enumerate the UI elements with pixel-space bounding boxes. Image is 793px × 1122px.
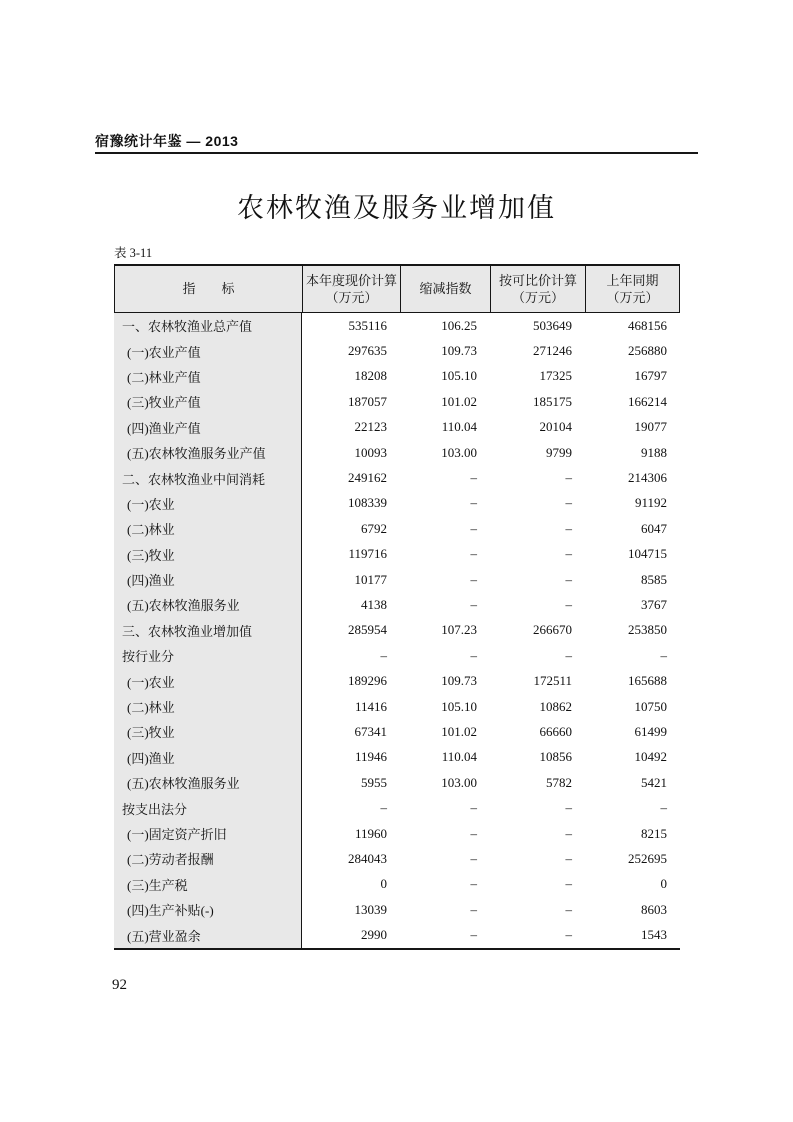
cell-current-price: 535116 — [348, 317, 387, 333]
row-label: 按支出法分 — [114, 795, 302, 820]
cell-previous-year: 6047 — [641, 520, 667, 536]
cell-previous-year: 468156 — [628, 317, 667, 333]
cell-comparable-price: – — [565, 825, 572, 841]
table-row — [114, 313, 680, 338]
column-header-line1: 上年同期 — [606, 272, 659, 288]
row-label: (四)生产补贴(-) — [114, 897, 302, 922]
cell-comparable-price: – — [565, 647, 572, 663]
table-row — [114, 338, 680, 363]
cell-comparable-price: – — [565, 850, 572, 866]
cell-previous-year: 166214 — [628, 393, 667, 409]
cell-current-price: 13039 — [354, 901, 387, 917]
table-row — [114, 668, 680, 693]
cell-comparable-price: 503649 — [533, 317, 572, 333]
cell-current-price: 11960 — [354, 825, 387, 841]
cell-current-price: 67341 — [354, 723, 387, 739]
cell-previous-year: 252695 — [628, 850, 667, 866]
cell-current-price: 297635 — [348, 343, 387, 359]
cell-previous-year: 10492 — [634, 749, 667, 765]
cell-comparable-price: 5782 — [546, 774, 572, 790]
cell-current-price: 18208 — [354, 368, 387, 384]
row-label: (四)渔业产值 — [114, 415, 302, 440]
row-label: (五)农林牧渔服务业 — [114, 770, 302, 795]
cell-current-price: 119716 — [348, 546, 387, 562]
booklet-title: 宿豫统计年鉴 — 2013 — [95, 133, 239, 149]
cell-comparable-price: 10856 — [539, 749, 572, 765]
cell-current-price: 10177 — [354, 571, 387, 587]
table-row — [114, 694, 680, 719]
cell-previous-year: 1543 — [641, 927, 667, 943]
column-header-indicator — [115, 266, 302, 312]
table-row — [114, 592, 680, 617]
cell-current-price: 189296 — [348, 673, 387, 689]
cell-previous-year: 165688 — [628, 673, 667, 689]
cell-deflator-index: – — [470, 901, 477, 917]
column-header-line2: （万元） — [606, 290, 659, 305]
cell-deflator-index: – — [470, 876, 477, 892]
table-row — [114, 643, 680, 668]
cell-deflator-index: – — [470, 927, 477, 943]
row-label: (五)营业盈余 — [114, 922, 302, 947]
cell-comparable-price: – — [565, 571, 572, 587]
table-row — [114, 389, 680, 414]
cell-previous-year: 253850 — [628, 622, 667, 638]
table-label: 表 3-11 — [114, 246, 153, 260]
cell-comparable-price: – — [565, 800, 572, 816]
cell-previous-year: 8585 — [641, 571, 667, 587]
table-row — [114, 618, 680, 643]
row-label: (一)农业 — [114, 668, 302, 693]
cell-comparable-price: – — [565, 901, 572, 917]
cell-current-price: 5955 — [361, 774, 387, 790]
cell-deflator-index: 101.02 — [441, 723, 477, 739]
table-row — [114, 465, 680, 490]
table-row — [114, 846, 680, 871]
cell-deflator-index: – — [470, 850, 477, 866]
cell-previous-year: 10750 — [634, 698, 667, 714]
cell-current-price: 2990 — [361, 927, 387, 943]
cell-comparable-price: – — [565, 596, 572, 612]
cell-deflator-index: – — [470, 647, 477, 663]
row-label: (二)林业 — [114, 694, 302, 719]
column-header-deflator-index — [400, 266, 490, 312]
table-row — [114, 922, 680, 947]
row-label: 一、农林牧渔业总产值 — [114, 313, 302, 338]
cell-deflator-index: 109.73 — [441, 673, 477, 689]
statistics-table — [114, 264, 680, 950]
cell-comparable-price: 266670 — [533, 622, 572, 638]
table-row — [114, 516, 680, 541]
table-row — [114, 719, 680, 744]
cell-previous-year: 0 — [660, 876, 667, 892]
cell-current-price: 4138 — [361, 596, 387, 612]
cell-current-price: 0 — [380, 876, 387, 892]
row-label: (四)渔业 — [114, 567, 302, 592]
cell-previous-year: 214306 — [628, 470, 667, 486]
row-label: (五)农林牧渔服务业产值 — [114, 440, 302, 465]
cell-previous-year: 104715 — [628, 546, 667, 562]
cell-deflator-index: – — [470, 546, 477, 562]
row-label: (一)农业产值 — [114, 338, 302, 363]
cell-comparable-price: 271246 — [533, 343, 572, 359]
column-header-line1: 指 标 — [182, 281, 235, 297]
cell-deflator-index: 105.10 — [441, 368, 477, 384]
row-label: (四)渔业 — [114, 745, 302, 770]
cell-comparable-price: 9799 — [546, 444, 572, 460]
row-label: 按行业分 — [114, 643, 302, 668]
cell-current-price: 10093 — [354, 444, 387, 460]
row-label: (五)农林牧渔服务业 — [114, 592, 302, 617]
column-header-line2: （万元） — [511, 290, 564, 305]
row-label: (三)牧业产值 — [114, 389, 302, 414]
cell-comparable-price: 10862 — [539, 698, 572, 714]
cell-previous-year: 8215 — [641, 825, 667, 841]
column-header-line1: 本年度现价计算 — [305, 272, 397, 288]
cell-comparable-price: 20104 — [539, 419, 572, 435]
cell-deflator-index: – — [470, 495, 477, 511]
table-row — [114, 542, 680, 567]
row-label: (二)劳动者报酬 — [114, 846, 302, 871]
table-row — [114, 364, 680, 389]
cell-deflator-index: 106.25 — [441, 317, 477, 333]
cell-previous-year: 19077 — [634, 419, 667, 435]
cell-comparable-price: – — [565, 495, 572, 511]
cell-deflator-index: 110.04 — [441, 749, 477, 765]
cell-previous-year: 3767 — [641, 596, 667, 612]
cell-deflator-index: 110.04 — [441, 419, 477, 435]
cell-deflator-index: 101.02 — [441, 393, 477, 409]
cell-deflator-index: 103.00 — [441, 444, 477, 460]
cell-current-price: 11416 — [354, 698, 387, 714]
cell-deflator-index: – — [470, 825, 477, 841]
table-body — [114, 313, 680, 948]
row-label: (三)牧业 — [114, 542, 302, 567]
table-row — [114, 745, 680, 770]
table-row — [114, 415, 680, 440]
cell-comparable-price: 185175 — [533, 393, 572, 409]
column-header-line1: 缩减指数 — [419, 281, 472, 297]
cell-deflator-index: – — [470, 571, 477, 587]
cell-comparable-price: – — [565, 520, 572, 536]
cell-deflator-index: – — [470, 520, 477, 536]
cell-comparable-price: – — [565, 927, 572, 943]
cell-comparable-price: 17325 — [539, 368, 572, 384]
cell-current-price: – — [380, 647, 387, 663]
cell-current-price: 285954 — [348, 622, 387, 638]
table-row — [114, 440, 680, 465]
row-label: (三)牧业 — [114, 719, 302, 744]
cell-previous-year: – — [660, 647, 667, 663]
row-label: 三、农林牧渔业增加值 — [114, 618, 302, 643]
row-label: (三)生产税 — [114, 872, 302, 897]
row-label: (二)林业 — [114, 516, 302, 541]
table-row — [114, 872, 680, 897]
cell-current-price: 22123 — [354, 419, 387, 435]
cell-previous-year: 256880 — [628, 343, 667, 359]
column-header-current-price — [302, 266, 400, 312]
cell-current-price: 108339 — [348, 495, 387, 511]
row-label: (一)固定资产折旧 — [114, 821, 302, 846]
cell-previous-year: 16797 — [634, 368, 667, 384]
cell-deflator-index: 105.10 — [441, 698, 477, 714]
cell-deflator-index: – — [470, 470, 477, 486]
page-number: 92 — [112, 977, 127, 993]
table-row — [114, 491, 680, 516]
page-title: 农林牧渔及服务业增加值 — [237, 193, 556, 223]
cell-deflator-index: – — [470, 800, 477, 816]
cell-comparable-price: 172511 — [533, 673, 572, 689]
cell-current-price: 249162 — [348, 470, 387, 486]
table-row — [114, 567, 680, 592]
table-row — [114, 770, 680, 795]
cell-current-price: 11946 — [354, 749, 387, 765]
table-row — [114, 897, 680, 922]
cell-previous-year: 91192 — [634, 495, 667, 511]
cell-deflator-index: 103.00 — [441, 774, 477, 790]
cell-deflator-index: – — [470, 596, 477, 612]
table-row — [114, 821, 680, 846]
cell-comparable-price: – — [565, 470, 572, 486]
column-header-line2: （万元） — [325, 290, 378, 305]
cell-previous-year: 8603 — [641, 901, 667, 917]
cell-previous-year: 5421 — [641, 774, 667, 790]
table-header-row — [114, 266, 680, 313]
cell-deflator-index: 109.73 — [441, 343, 477, 359]
column-header-line1: 按可比价计算 — [498, 272, 577, 288]
cell-comparable-price: 66660 — [539, 723, 572, 739]
cell-previous-year: – — [660, 800, 667, 816]
cell-current-price: 284043 — [348, 850, 387, 866]
cell-current-price: 6792 — [361, 520, 387, 536]
column-header-previous-year — [585, 266, 679, 312]
cell-previous-year: 61499 — [634, 723, 667, 739]
header-rule — [95, 152, 698, 154]
row-label: (二)林业产值 — [114, 364, 302, 389]
row-label: 二、农林牧渔业中间消耗 — [114, 465, 302, 490]
cell-deflator-index: 107.23 — [441, 622, 477, 638]
table-row — [114, 795, 680, 820]
cell-current-price: – — [380, 800, 387, 816]
cell-previous-year: 9188 — [641, 444, 667, 460]
cell-comparable-price: – — [565, 546, 572, 562]
row-label: (一)农业 — [114, 491, 302, 516]
cell-current-price: 187057 — [348, 393, 387, 409]
cell-comparable-price: – — [565, 876, 572, 892]
running-header — [95, 133, 238, 149]
column-header-comparable-price — [490, 266, 585, 312]
